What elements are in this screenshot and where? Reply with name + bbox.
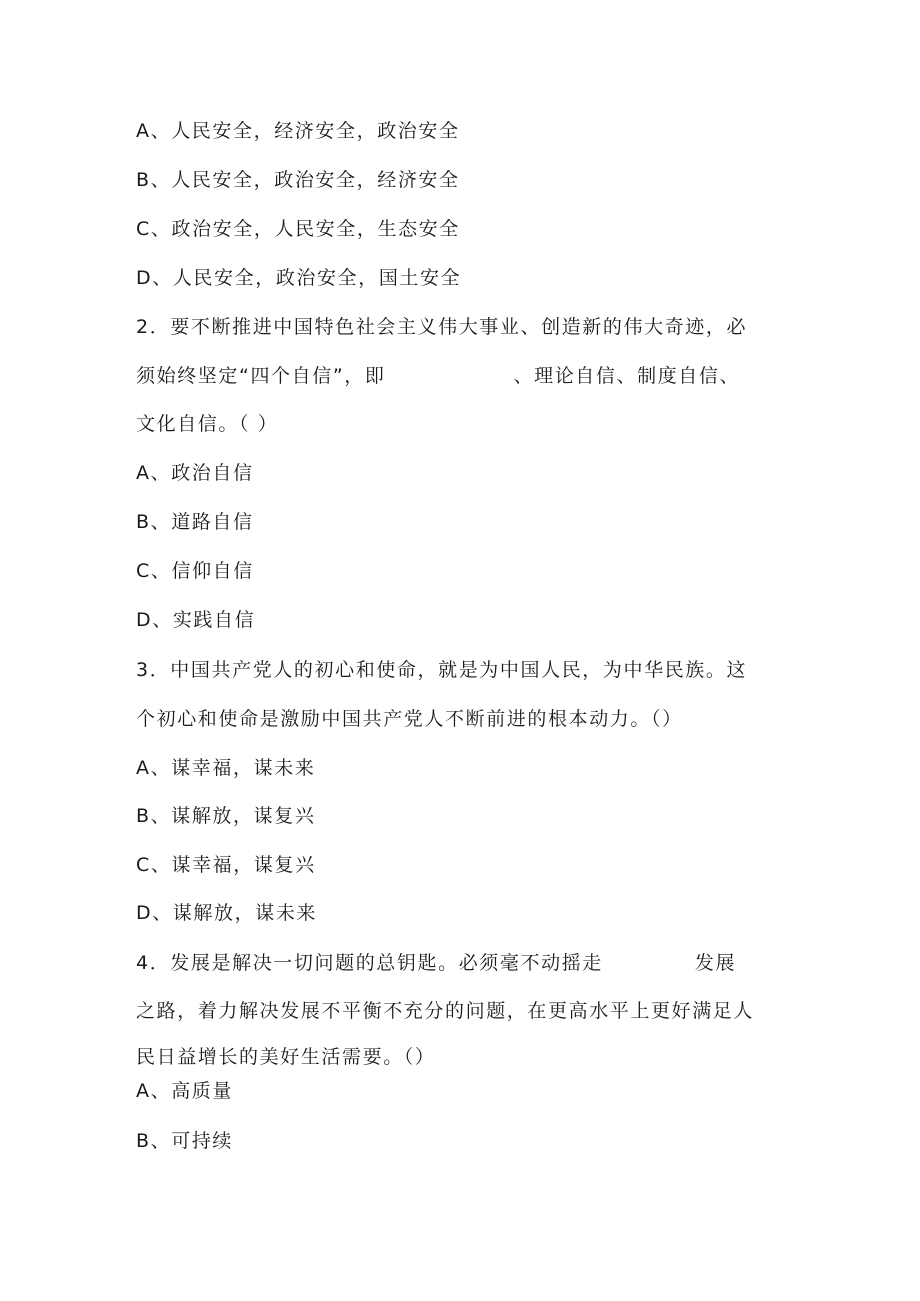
q1-option-d: D、人民安全，政治安全，国土安全 (136, 267, 462, 289)
q4-text-after-blank: 发展 (694, 952, 737, 974)
q2-text-line-2 (136, 363, 740, 389)
q3-text-line-2: 个初心和使命是激励中国共产党人不断前进的根本动力。（） (136, 708, 683, 730)
q4-text-before-blank: 4．发展是解决一切问题的总钥匙。必须毫不动摇走 (136, 952, 603, 974)
q3-text-line-1: 3．中国共产党人的初心和使命，就是为中国人民，为中华民族。这 (136, 659, 748, 681)
q2-text-line-3: 文化自信。（ ） (136, 413, 279, 435)
q2-option-d: D、实践自信 (136, 609, 256, 631)
q4-option-b: B、可持续 (136, 1130, 234, 1152)
q3-option-c: C、谋幸福，谋复兴 (136, 854, 316, 876)
q2-text-line-1: 2．要不断推进中国特色社会主义伟大事业、创造新的伟大奇迹，必 (136, 316, 748, 338)
q3-option-a: A、谋幸福，谋未来 (136, 757, 316, 779)
q3-option-d: D、谋解放，谋未来 (136, 902, 318, 924)
q2-text-before-blank: 须始终坚定“四个自信”，即 (136, 365, 386, 387)
q4-text-line-3: 民日益增长的美好生活需要。（） (136, 1046, 436, 1068)
q2-option-b: B、道路自信 (136, 511, 254, 533)
q1-option-c: C、政治安全，人民安全，生态安全 (136, 218, 460, 240)
q2-option-a: A、政治自信 (136, 462, 254, 484)
q2-text-after-blank: 、理论自信、制度自信、 (513, 365, 741, 387)
q4-text-line-1 (136, 950, 736, 976)
q4-text-line-2: 之路，着力解决发展不平衡不充分的问题，在更高水平上更好满足人 (136, 1000, 755, 1022)
q3-option-b: B、谋解放，谋复兴 (136, 805, 316, 827)
q1-option-b: B、人民安全，政治安全，经济安全 (136, 169, 460, 191)
q4-option-a: A、高质量 (136, 1080, 233, 1102)
q2-option-c: C、信仰自信 (136, 560, 254, 582)
q1-option-a: A、人民安全，经济安全，政治安全 (136, 120, 460, 142)
